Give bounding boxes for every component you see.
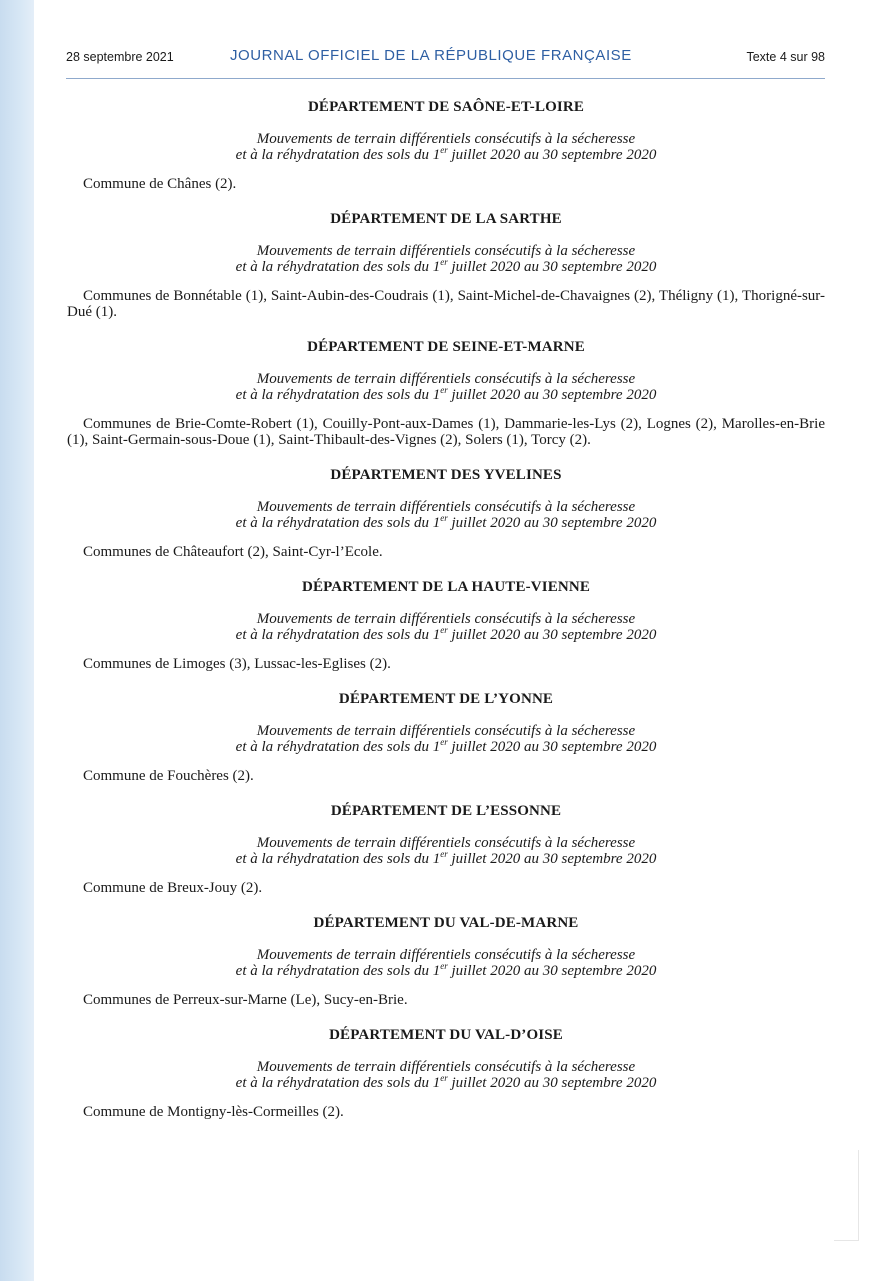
- hazard-line-1: Mouvements de terrain différentiels consécutifs à la sécheresse: [256, 499, 636, 515]
- ordinal-suffix: er: [440, 1073, 448, 1083]
- hazard-description: [67, 371, 825, 403]
- department-section: [67, 802, 825, 896]
- hazard-line-1: Mouvements de terrain différentiels consécutifs à la sécheresse: [256, 243, 636, 259]
- header-divider: [66, 78, 825, 79]
- hazard-line-2-start: et à la réhydratation des sols du 1: [235, 627, 441, 643]
- hazard-description: [67, 499, 825, 531]
- hazard-line-2-end: juillet 2020 au 30 septembre 2020: [447, 147, 657, 163]
- hazard-line-2-start: et à la réhydratation des sols du 1: [235, 147, 441, 163]
- hazard-description: [67, 1059, 825, 1091]
- department-title: DÉPARTEMENT DE SAÔNE-ET-LOIRE: [307, 99, 585, 115]
- hazard-description: [67, 723, 825, 755]
- hazard-line-2-end: juillet 2020 au 30 septembre 2020: [447, 387, 657, 403]
- ordinal-suffix: er: [440, 257, 448, 267]
- department-title: DÉPARTEMENT DU VAL-D’OISE: [329, 1027, 563, 1043]
- communes-list: Communes de Bonnétable (1), Saint-Aubin-des-Coudrais (1), Saint-Michel-de-Chavaignes (2), Théligny (1), Thorigné-sur-Dué (1).: [67, 288, 825, 320]
- hazard-line-2-start: et à la réhydratation des sols du 1: [235, 1075, 441, 1091]
- department-title: DÉPARTEMENT DE SEINE-ET-MARNE: [307, 339, 585, 355]
- hazard-line-2-end: juillet 2020 au 30 septembre 2020: [447, 515, 657, 531]
- department-section: [67, 338, 825, 448]
- communes-list: Communes de Perreux-sur-Marne (Le), Sucy-en-Brie.: [83, 992, 408, 1008]
- ordinal-suffix: er: [440, 513, 448, 523]
- department-section: [67, 466, 825, 560]
- hazard-line-1: Mouvements de terrain différentiels consécutifs à la sécheresse: [256, 131, 636, 147]
- department-section: [67, 210, 825, 320]
- department-title: DÉPARTEMENT DES YVELINES: [330, 467, 562, 483]
- page-corner-shadow: [834, 1240, 859, 1241]
- communes-list: Commune de Montigny-lès-Cormeilles (2).: [83, 1104, 344, 1120]
- ordinal-suffix: er: [440, 961, 448, 971]
- page-edge-shadow: [858, 1150, 859, 1240]
- department-title: DÉPARTEMENT DE LA HAUTE-VIENNE: [301, 579, 591, 595]
- department-section: [67, 98, 825, 192]
- department-title: DÉPARTEMENT DE LA SARTHE: [330, 211, 562, 227]
- ordinal-suffix: er: [440, 385, 448, 395]
- communes-list: Communes de Châteaufort (2), Saint-Cyr-l’Ecole.: [83, 544, 383, 560]
- page-header: [66, 46, 825, 70]
- hazard-line-1: Mouvements de terrain différentiels consécutifs à la sécheresse: [256, 611, 636, 627]
- hazard-line-2-end: juillet 2020 au 30 septembre 2020: [447, 259, 657, 275]
- hazard-line-2-end: juillet 2020 au 30 septembre 2020: [447, 739, 657, 755]
- hazard-line-2-end: juillet 2020 au 30 septembre 2020: [447, 627, 657, 643]
- communes-list: Communes de Limoges (3), Lussac-les-Eglises (2).: [83, 656, 391, 672]
- hazard-line-2-start: et à la réhydratation des sols du 1: [235, 739, 441, 755]
- hazard-description: [67, 611, 825, 643]
- communes-list: Communes de Brie-Comte-Robert (1), Couilly-Pont-aux-Dames (1), Dammarie-les-Lys (2), Lognes (2), Marolles-en-Brie (1), Saint-Germain-sous-Doue (1), Saint-Thibault-des-Vignes (2), Solers (1), Torcy (2).: [67, 416, 825, 448]
- ordinal-suffix: er: [440, 849, 448, 859]
- department-section: [67, 690, 825, 784]
- hazard-line-2-start: et à la réhydratation des sols du 1: [235, 515, 441, 531]
- department-title: DÉPARTEMENT DE L’YONNE: [338, 691, 554, 707]
- communes-list: Commune de Fouchères (2).: [83, 768, 254, 784]
- hazard-line-2-start: et à la réhydratation des sols du 1: [235, 963, 441, 979]
- page-counter: Texte 4 sur 98: [746, 50, 825, 64]
- department-section: [67, 1026, 825, 1120]
- hazard-line-1: Mouvements de terrain différentiels consécutifs à la sécheresse: [256, 835, 636, 851]
- hazard-line-2-start: et à la réhydratation des sols du 1: [235, 851, 441, 867]
- hazard-description: [67, 835, 825, 867]
- hazard-description: [67, 131, 825, 163]
- hazard-line-1: Mouvements de terrain différentiels consécutifs à la sécheresse: [256, 723, 636, 739]
- ordinal-suffix: er: [440, 625, 448, 635]
- ordinal-suffix: er: [440, 145, 448, 155]
- ordinal-suffix: er: [440, 737, 448, 747]
- communes-list: Commune de Chânes (2).: [83, 176, 237, 192]
- hazard-line-2-end: juillet 2020 au 30 septembre 2020: [447, 963, 657, 979]
- hazard-line-1: Mouvements de terrain différentiels consécutifs à la sécheresse: [256, 1059, 636, 1075]
- hazard-line-2-end: juillet 2020 au 30 septembre 2020: [447, 1075, 657, 1091]
- hazard-line-2-start: et à la réhydratation des sols du 1: [235, 259, 441, 275]
- department-title: DÉPARTEMENT DE L’ESSONNE: [330, 803, 562, 819]
- department-section: [67, 914, 825, 1008]
- hazard-line-2-start: et à la réhydratation des sols du 1: [235, 387, 441, 403]
- document-body: [67, 98, 825, 1138]
- hazard-description: [67, 243, 825, 275]
- hazard-line-1: Mouvements de terrain différentiels consécutifs à la sécheresse: [256, 371, 636, 387]
- publication-date: 28 septembre 2021: [66, 50, 174, 64]
- communes-list: Commune de Breux-Jouy (2).: [83, 880, 263, 896]
- journal-title: JOURNAL OFFICIEL DE LA RÉPUBLIQUE FRANÇAISE: [230, 47, 632, 64]
- hazard-line-1: Mouvements de terrain différentiels consécutifs à la sécheresse: [256, 947, 636, 963]
- hazard-line-2-end: juillet 2020 au 30 septembre 2020: [447, 851, 657, 867]
- hazard-description: [67, 947, 825, 979]
- department-title: DÉPARTEMENT DU VAL-DE-MARNE: [313, 915, 579, 931]
- department-section: [67, 578, 825, 672]
- viewer-left-margin: [0, 0, 34, 1281]
